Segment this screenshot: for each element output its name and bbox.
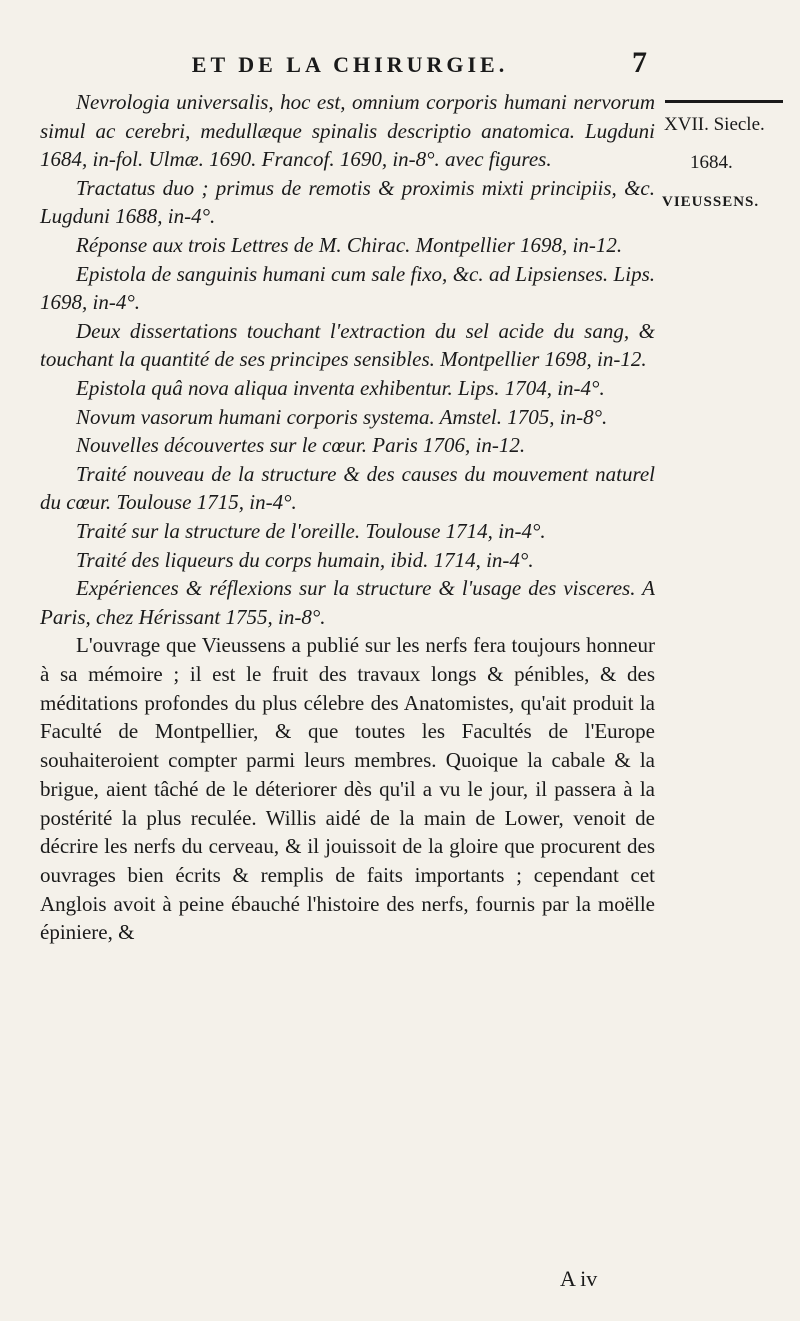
bibliography-entry: Novum vasorum humani corporis systema. Amstel. 1705, in-8°. bbox=[76, 404, 608, 429]
bibliography-entry: Epistola quâ nova aliqua inventa exhibentur. Lips. 1704, in-4°. bbox=[76, 375, 605, 400]
catchword: A iv bbox=[560, 1266, 598, 1291]
body-paragraph: L'ouvrage que Vieussens a publié sur les nerfs fera toujours honneur à sa mémoire ; il est le fruit des travaux longs & pénibles, & des méditations profondes du plus célebre des Anatomistes, qu'ait produit la Faculté de Montpellier, & que toutes les Facultés de l'Europe souhaiteroient compter parmi leurs membres. Quoique la cabale & la brigue, aient tâché de le déteriorer dès qu'il a vu le jour, il passera à la postérité la plus reculée. Willis aidé de la main de Lower, venoit de décrire les nerfs du cerveau, & il jouissoit de la gloire que procurent des ouvrages bien écrits & remplis de faits importants ; cependant cet Anglois avoit à peine ébauché l'histoire des nerfs, fournis par la moëlle épiniere, & bbox=[40, 633, 655, 945]
margin-rule bbox=[665, 100, 783, 103]
bibliography-entry: Nevrologia universalis, hoc est, omnium corporis humani nervorum simul ac cerebri, medullæque spinalis descriptio anatomica. Lugduni 1684, in-fol. Ulmæ. 1690. Francof. 1690, in-8°. avec figures. bbox=[40, 90, 655, 172]
bibliography-entry: Epistola de sanguinis humani cum sale fixo, &c. ad Lipsienses. Lips. 1698, in-4°. bbox=[40, 261, 655, 315]
margin-note-year: 1684. bbox=[690, 152, 733, 173]
bibliography-entry: Deux dissertations touchant l'extraction du sel acide du sang, & touchant la quantité de ses principes sensibles. Montpellier 1698, in-12. bbox=[40, 318, 655, 372]
margin-note-author: VIEUSSENS. bbox=[662, 194, 760, 210]
bibliography-entry: Traité nouveau de la structure & des causes du mouvement naturel du cœur. Toulouse 1715, in-4°. bbox=[40, 461, 655, 515]
bibliography-entry: Expériences & réflexions sur la structure & l'usage des visceres. A Paris, chez Hérissant 1755, in-8°. bbox=[40, 576, 655, 629]
bibliography-entry: Nouvelles découvertes sur le cœur. Paris 1706, in-12. bbox=[76, 433, 526, 458]
page-number: 7 bbox=[632, 46, 647, 79]
running-head: ET DE LA CHIRURGIE. bbox=[191, 52, 509, 77]
bibliography-entry: Traité sur la structure de l'oreille. Toulouse 1714, in-4°. bbox=[76, 518, 546, 543]
margin-note-century: XVII. Siecle. bbox=[664, 114, 765, 135]
main-text bbox=[40, 88, 655, 947]
bibliography-entry: Tractatus duo ; primus de remotis & proximis mixti principiis, &c. Lugduni 1688, in-4°. bbox=[40, 175, 655, 229]
bibliography-entry: Réponse aux trois Lettres de M. Chirac. Montpellier 1698, in-12. bbox=[76, 232, 623, 257]
bibliography-entry: Traité des liqueurs du corps humain, ibid. 1714, in-4°. bbox=[76, 547, 534, 572]
